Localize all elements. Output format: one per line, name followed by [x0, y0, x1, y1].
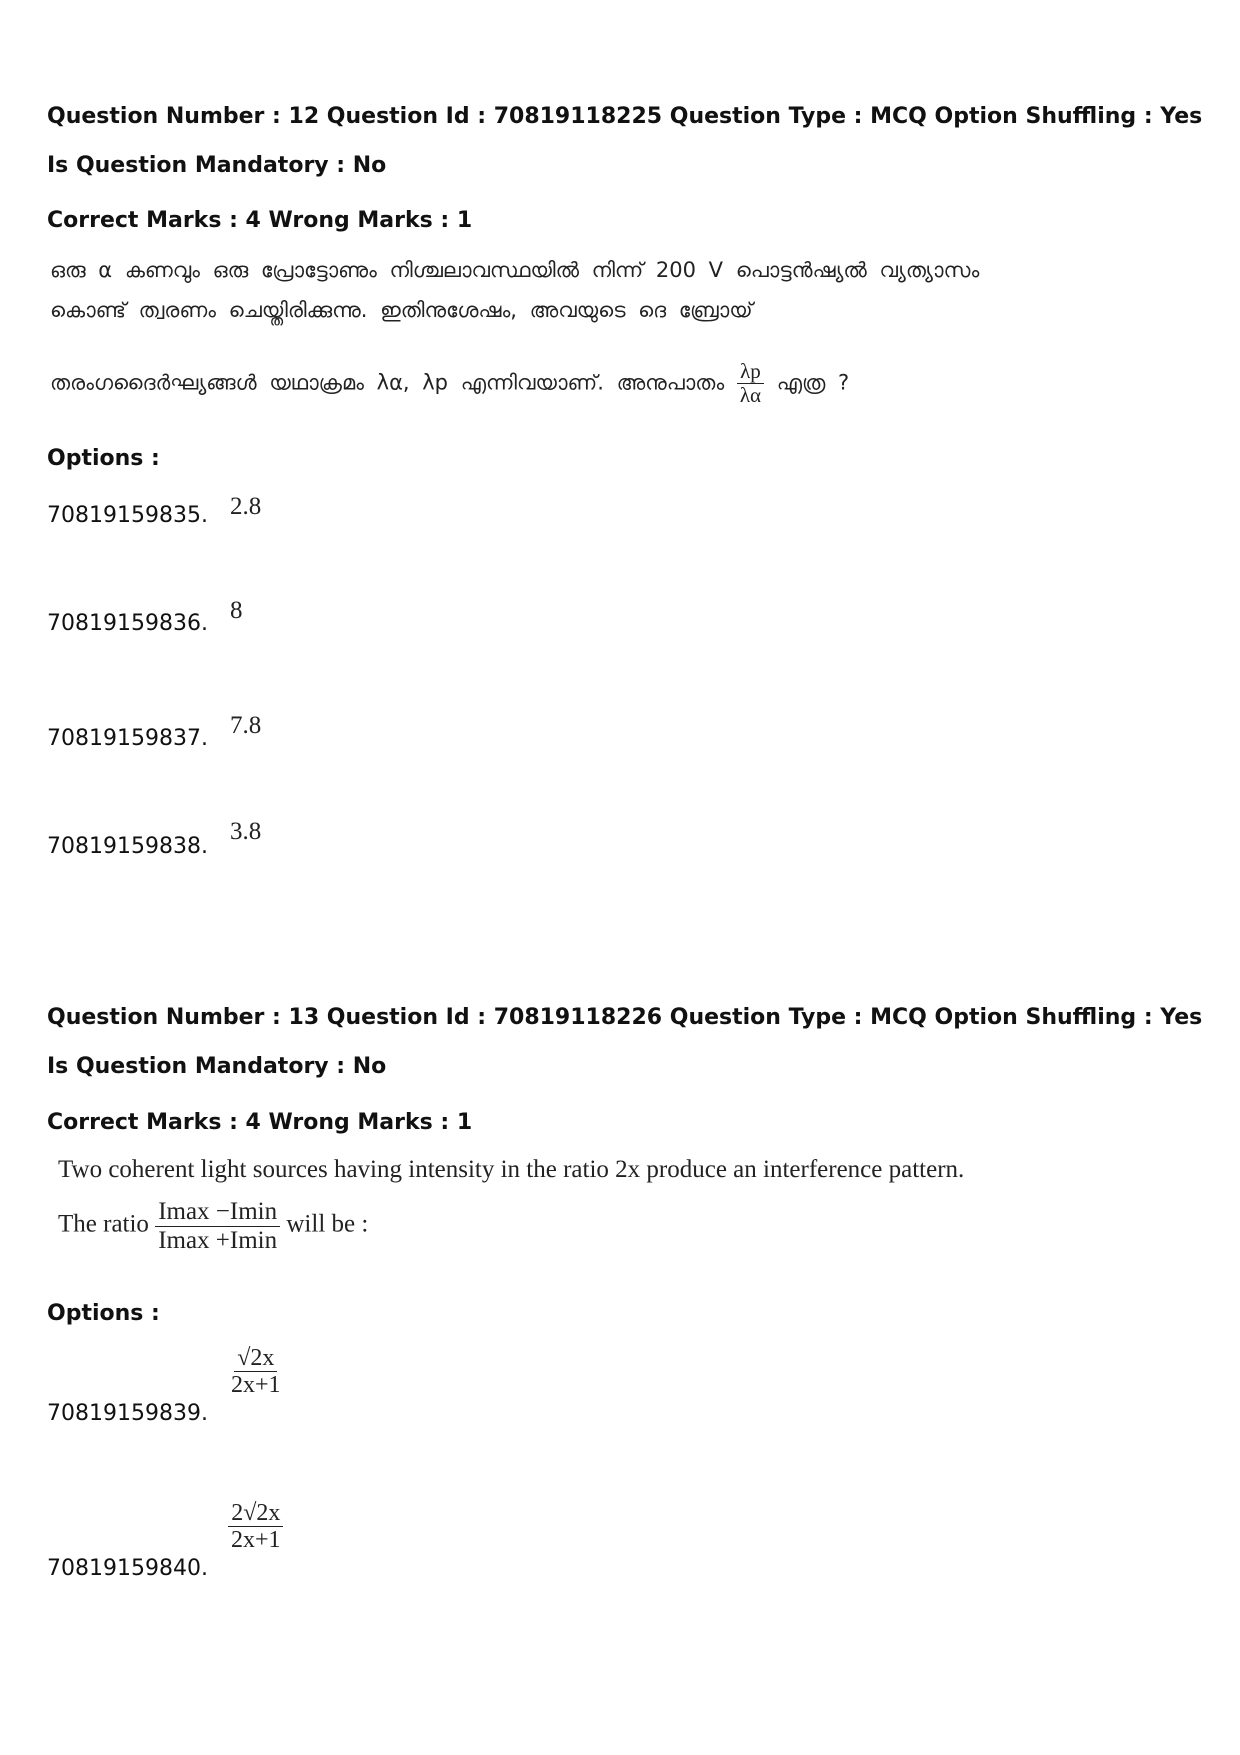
option-value: 7.8 [230, 712, 262, 739]
question-marks: Correct Marks : 4 Wrong Marks : 1 [47, 1110, 473, 1135]
option-id: 70819159836. [47, 611, 208, 636]
option-value [228, 1345, 284, 1399]
question-header: Question Number : 13 Question Id : 70819118226 Question Type : MCQ Option Shuffling : Yes [47, 1005, 1203, 1030]
question-mandatory: Is Question Mandatory : No [47, 153, 387, 178]
denominator: λα [739, 383, 762, 408]
options-label: Options : [47, 446, 160, 471]
option-id: 70819159835. [47, 503, 208, 528]
option-fraction [228, 1345, 284, 1399]
option-id: 70819159840. [47, 1556, 208, 1581]
numerator: 2√2x [228, 1500, 283, 1527]
question-text-line-2 [58, 1198, 368, 1254]
question-header: Question Number : 12 Question Id : 70819118225 Question Type : MCQ Option Shuffling : Yes [47, 104, 1203, 129]
option-id: 70819159839. [47, 1401, 208, 1426]
option-id: 70819159837. [47, 726, 208, 751]
options-label: Options : [47, 1301, 160, 1326]
question-text: തരംഗദൈർഘ്യങ്ങൾ യഥാക്രമം λα, λp എന്നിവയാണ്. അനുപാതം [50, 370, 725, 395]
question-text-line: Two coherent light sources having intensity in the ratio 2x produce an interference pattern. [58, 1156, 965, 1183]
ratio-fraction [737, 360, 764, 407]
option-value: 3.8 [230, 818, 262, 845]
option-fraction [228, 1500, 284, 1554]
option-value: 2.8 [230, 493, 262, 520]
numerator: λp [737, 360, 764, 384]
ratio-fraction [155, 1198, 280, 1254]
question-text: എത്ര ? [776, 370, 850, 395]
denominator: Imax +Imin [158, 1226, 278, 1254]
question-text-line: ഒരു α കണവും ഒരു പ്രോട്ടോണും നിശ്ചലാവസ്ഥയിൽ നിന്ന് 200 V പൊട്ടൻഷ്യൽ വ്യത്യാസം [50, 258, 980, 282]
numerator: √2x [234, 1345, 277, 1372]
option-value: 8 [230, 597, 243, 624]
question-text: will be : [286, 1210, 369, 1238]
question-text: The ratio [58, 1210, 149, 1238]
question-marks: Correct Marks : 4 Wrong Marks : 1 [47, 208, 473, 233]
denominator: 2x+1 [231, 1372, 281, 1399]
question-text-line-3 [50, 360, 849, 407]
option-id: 70819159838. [47, 834, 208, 859]
numerator: Imax −Imin [155, 1198, 280, 1227]
question-mandatory: Is Question Mandatory : No [47, 1054, 387, 1079]
denominator: 2x+1 [231, 1527, 281, 1554]
option-value [228, 1500, 284, 1554]
question-text-line: കൊണ്ട് ത്വരണം ചെയ്തിരിക്കുന്നു. ഇതിനുശേഷം, അവയുടെ ദെ ബ്രോയ് [50, 298, 753, 322]
